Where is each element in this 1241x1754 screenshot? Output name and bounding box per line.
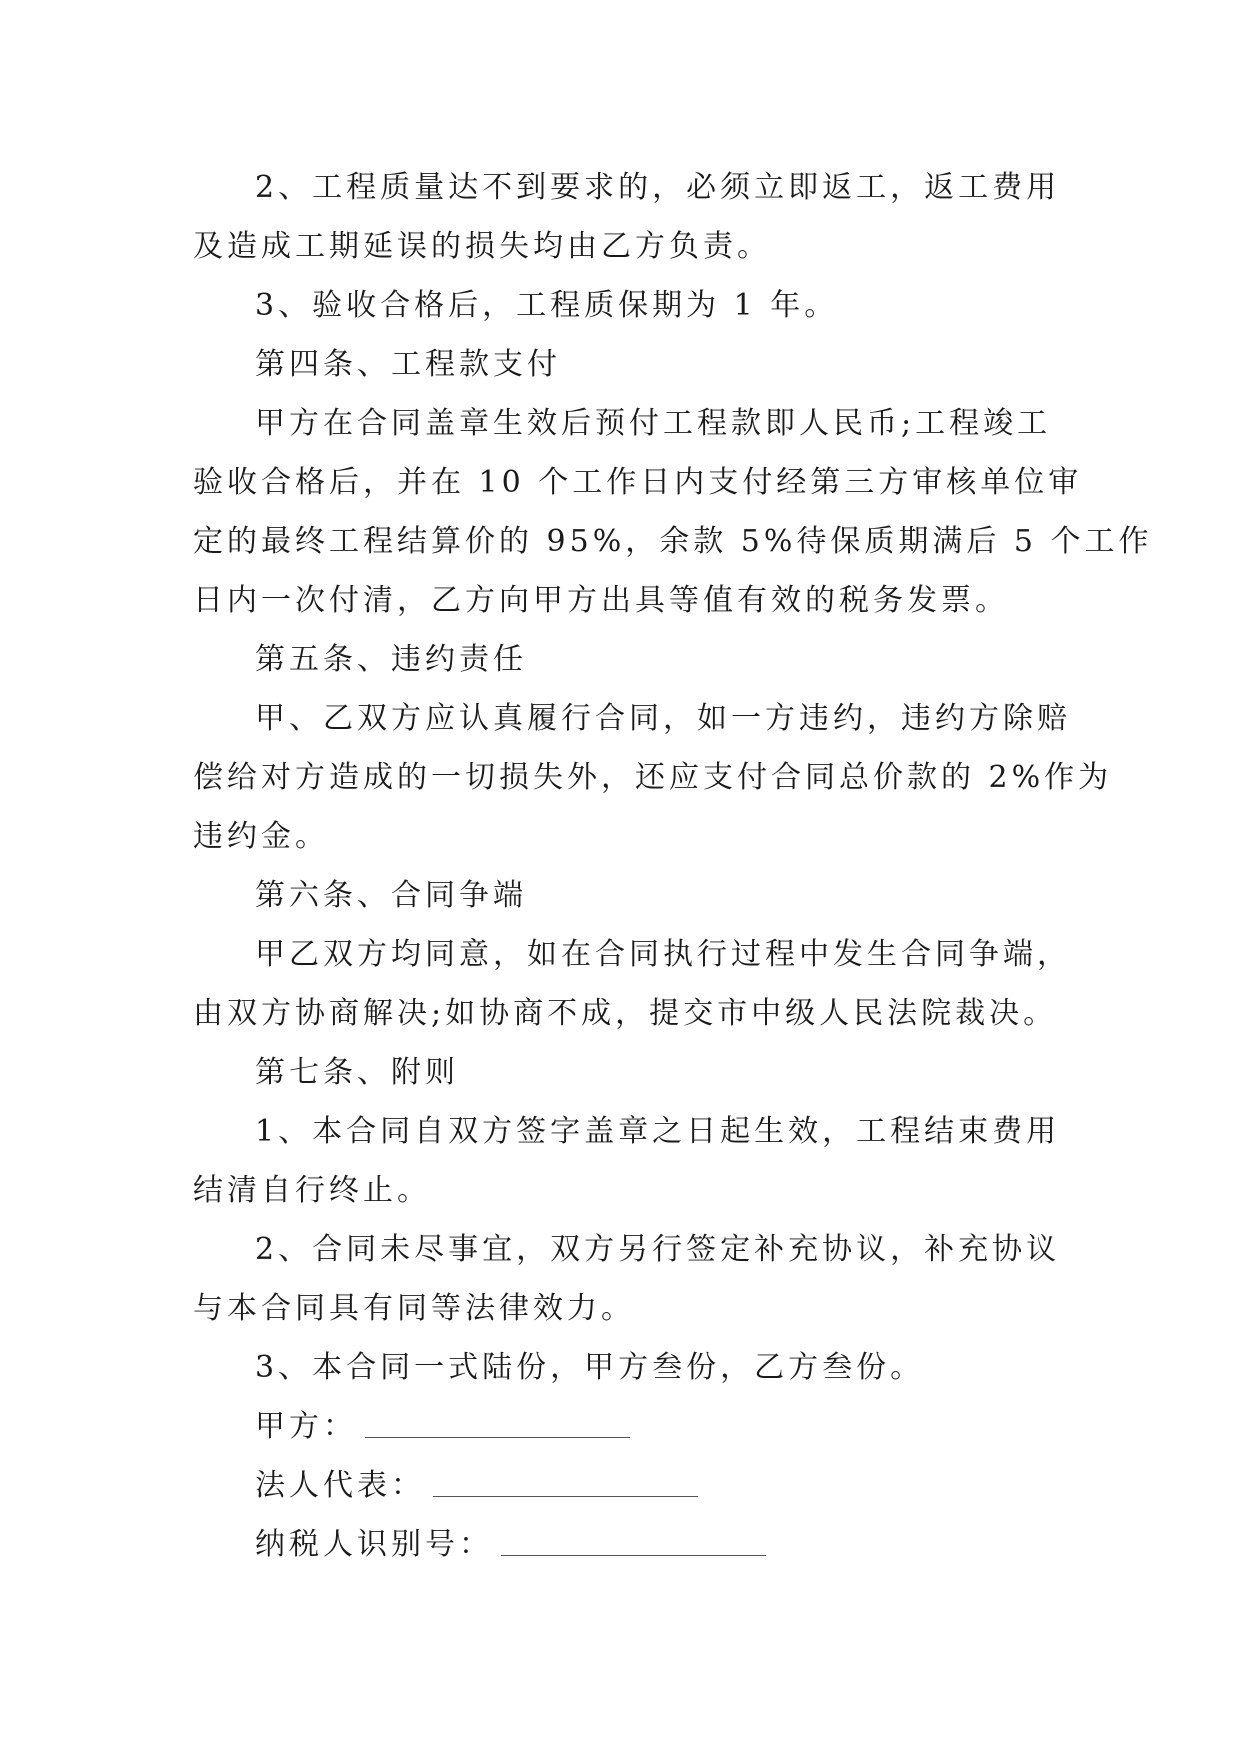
paragraph-line: 与本合同具有同等法律效力。: [193, 1291, 635, 1326]
paragraph-line: 定的最终工程结算价的 95%，余款 5%待保质期满后 5 个工作: [193, 524, 1153, 559]
paragraph-line: 3、验收合格后，工程质保期为 1 年。: [255, 288, 839, 323]
paragraph-line: 及造成工期延误的损失均由乙方负责。: [193, 229, 771, 264]
taxpayer-id-blank-line: [501, 1535, 766, 1556]
paragraph-line: 甲方在合同盖章生效后预付工程款即人民币;工程竣工: [255, 406, 1052, 441]
taxpayer-id-signature-row: [193, 1515, 1053, 1574]
paragraph-line: 3、本合同一式陆份，甲方叁份，乙方叁份。: [255, 1350, 925, 1385]
legal-rep-signature-row: [193, 1456, 1053, 1515]
legal-rep-label: 法人代表：: [255, 1468, 425, 1503]
paragraph-line: 甲乙双方均同意，如在合同执行过程中发生合同争端，: [255, 937, 1071, 972]
section-heading: 第七条、附则: [255, 1055, 459, 1090]
section-heading: 第四条、工程款支付: [255, 347, 561, 382]
party-a-label: 甲方：: [255, 1409, 357, 1444]
taxpayer-id-label: 纳税人识别号：: [255, 1527, 493, 1562]
paragraph-line: 1、本合同自双方签字盖章之日起生效，工程结束费用: [255, 1114, 1061, 1149]
paragraph-line: 2、合同未尽事宜，双方另行签定补充协议，补充协议: [255, 1232, 1061, 1267]
paragraph-line: 违约金。: [193, 819, 329, 854]
paragraph-line: 验收合格后，并在 10 个工作日内支付经第三方审核单位审: [193, 465, 1083, 500]
contract-body: [193, 158, 1153, 1574]
section-heading: 第五条、违约责任: [255, 642, 527, 677]
paragraph-line: 日内一次付清，乙方向甲方出具等值有效的税务发票。: [193, 583, 1009, 618]
paragraph-line: 甲、乙双方应认真履行合同，如一方违约，违约方除赔: [255, 701, 1071, 736]
paragraph-line: 偿给对方造成的一切损失外，还应支付合同总价款的 2%作为: [193, 760, 1113, 795]
party-a-blank-line: [365, 1417, 630, 1438]
party-a-signature-row: [193, 1397, 1053, 1456]
legal-rep-blank-line: [433, 1476, 698, 1497]
paragraph-line: 由双方协商解决;如协商不成，提交市中级人民法院裁决。: [193, 996, 1058, 1031]
paragraph-line: 2、工程质量达不到要求的，必须立即返工，返工费用: [255, 170, 1061, 205]
paragraph-line: 结清自行终止。: [193, 1173, 431, 1208]
section-heading: 第六条、合同争端: [255, 878, 527, 913]
